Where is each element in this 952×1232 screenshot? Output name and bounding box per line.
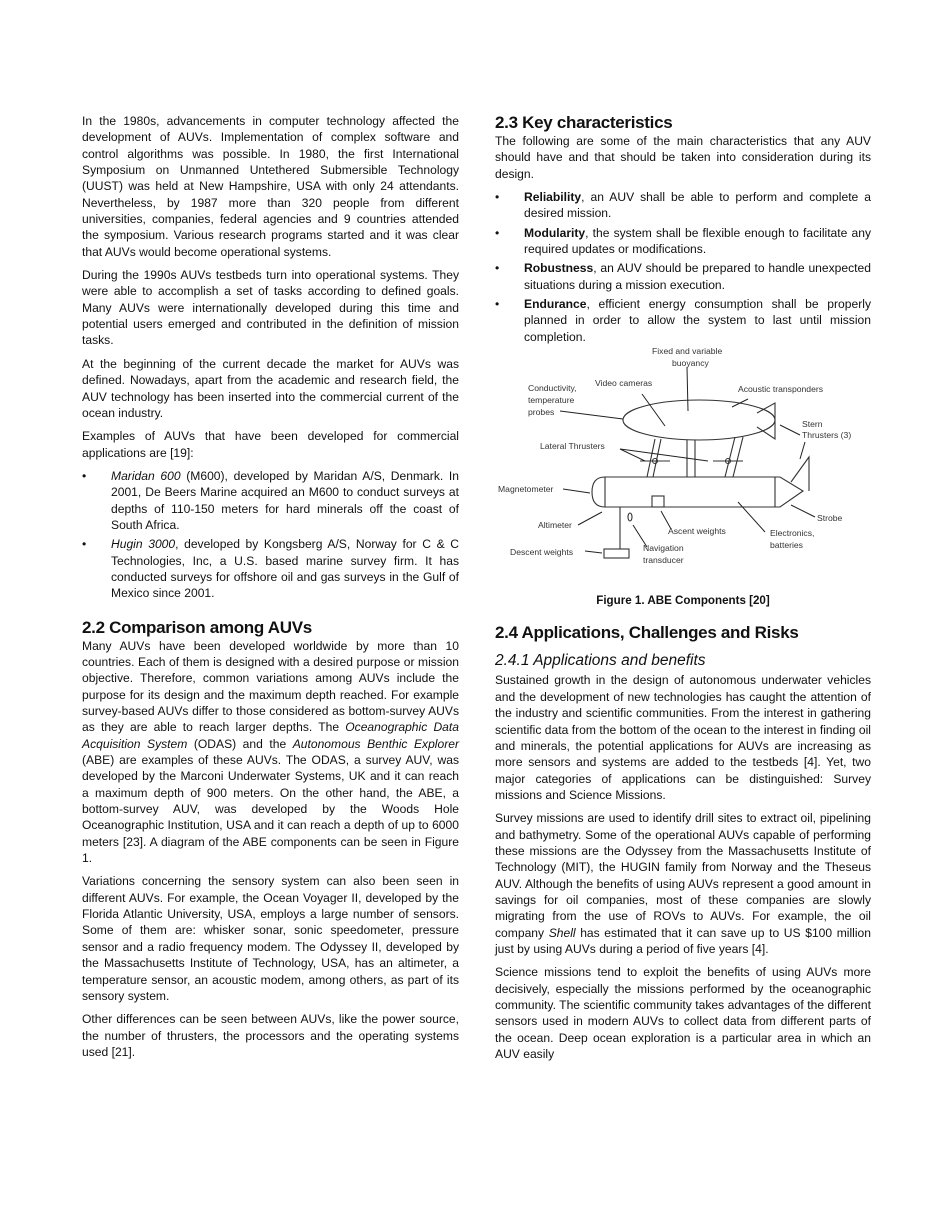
- list-item-text: (M600), developed by Maridan A/S, Denmark. In 2001, De Beers Marine acquired an M600 to conduct surveys at depths of 110-150 meters for hard minerals off the coast of South Africa.: [111, 468, 459, 532]
- list-item: [495, 189, 871, 222]
- lower-hull: [592, 477, 803, 507]
- list-item: [82, 536, 459, 601]
- label-buoyancy-2: buoyancy: [672, 358, 709, 369]
- text-italic: Shell: [548, 925, 576, 940]
- label-electronics-1: Electronics,: [770, 528, 815, 539]
- list-item-text: , the system shall be flexible enough to facilitate any required updates or modifications.: [524, 225, 871, 257]
- paragraph: Examples of AUVs that have been developed for commercial applications are [19]:: [82, 429, 459, 460]
- list-item-text: , developed by Kongsberg A/S, Norway for C & C Technologies, Inc, a U.S. based marine survey firm. It has conducted surveys for offshore oil and gas surveys in the Gulf of Mexico since 2001.: [111, 537, 459, 601]
- paragraph: During the 1990s AUVs testbeds turn into operational systems. They were able to accomplish a set of tasks according to defined goals. Many AUVs were internationally developed during this time and potential users emerged and contributed in the definition of mission tasks.: [82, 268, 459, 348]
- label-ascent-weights: Ascent weights: [668, 526, 726, 537]
- label-navigation-2: transducer: [643, 555, 684, 566]
- label-navigation-1: Navigation: [643, 543, 684, 554]
- label-strobe: Strobe: [817, 513, 843, 524]
- paragraph: [495, 810, 871, 957]
- auv-examples-list: [82, 468, 459, 602]
- label-magnetometer: Magnetometer: [498, 484, 554, 495]
- term: Reliability: [524, 190, 582, 205]
- paragraph: Sustained growth in the design of autonomous underwater vehicles and the development of new technologies has caught the attention of the industry and scientific communities. From the interest in gathering scientific data from the bottom of the ocean to the interest in finding oil and minerals, the potential applications for AUVs are increasing as more sensors and systems are added to the testbeds [4]. Yet, two major categories of applications can be distinguished: Survey missions and Science Missions.: [495, 673, 871, 802]
- paragraph: The following are some of the main characteristics that any AUV should have and that should be taken into consideration during its design.: [495, 134, 871, 181]
- descent-weight-box: [604, 549, 629, 558]
- list-item: [82, 468, 459, 533]
- left-column: [82, 113, 459, 1067]
- label-altimeter: Altimeter: [538, 520, 572, 531]
- figure-caption: Figure 1. ABE Components [20]: [596, 594, 770, 608]
- paragraph: Other differences can be seen between AUVs, like the power source, the number of thrusters, the processors and the operating systems used [21].: [82, 1012, 459, 1059]
- auv-name: Maridan 600: [111, 468, 181, 483]
- abe-diagram: [495, 339, 875, 579]
- paragraph: Science missions tend to exploit the benefits of using AUVs more decisively, especially the missions performed by the oceanographic community. The scientific community takes advantages of the different sensors used in modern AUVs to collect data from different parts of the ocean. Deep ocean exploration is a particular area in which an AUV easily: [495, 965, 871, 1062]
- auv-name: Hugin 3000: [111, 537, 176, 552]
- text-italic: Oceanographic Data Acquisition System: [82, 720, 459, 751]
- term: Modularity: [524, 225, 586, 240]
- text: Survey missions are used to identify drill sites to extract oil, pipelining and bathymetry. Some of the operational AUVs capable of performing these missions are the Odyssey from the Massachusetts Institute of Technology (MIT), the HUGIN family from Norway and the Theseus AUV. Although the benefits of using AUVs represent a good amount in savings for oil companies, most of these companies are slowly migrating from the use of ROVs to AUVs. For example, the oil company: [495, 811, 871, 940]
- list-item: [495, 225, 871, 258]
- label-conductivity-2: temperature: [528, 395, 575, 406]
- list-item-text: , an AUV shall be able to perform and complete a desired mission.: [524, 190, 871, 221]
- text-italic: Autonomous Benthic Explorer: [292, 736, 460, 751]
- label-stern-1: Stern: [802, 419, 823, 430]
- label-electronics-2: batteries: [770, 540, 803, 551]
- characteristics-list: [495, 189, 871, 345]
- paragraph: [82, 638, 459, 867]
- text: Many AUVs have been developed worldwide by more than 10 countries. Each of them is designed with a desired purpose or mission objective. Therefore, common variations among AUVs include the purpose for its design and the maximum depth reached. For example survey-based AUVs differ to those considered as bottom-survey AUVs as they are able to reach larger depths. The: [82, 638, 459, 735]
- label-buoyancy-1: Fixed and variable: [652, 346, 723, 357]
- label-acoustic-transponders: Acoustic transponders: [738, 384, 824, 395]
- list-item: [495, 296, 871, 345]
- section-heading-2-3: 2.3 Key characteristics: [495, 113, 673, 132]
- subsection-heading-2-4-1: 2.4.1 Applications and benefits: [495, 652, 706, 670]
- text: has estimated that it can save up to US $100 million just by using AUVs during a period of five years [4].: [495, 925, 871, 956]
- paragraph: In the 1980s, advancements in computer technology affected the development of AUVs. Implementation of complex software and control algorithms was possible. In 1980, the first International Symposium on Unmanned Untethered Submersible Technology (UUST) was held at New Hampshire, USA with only 24 attendants. Nevertheless, by 1987 more than 320 people from different universities, companies, federal agencies and 9 countries attended the symposium. Various research programs started and it was clear that AUVs would become operational systems.: [82, 114, 459, 259]
- right-column: [495, 113, 871, 1069]
- abe-components-figure: [495, 339, 875, 579]
- term: Robustness: [524, 261, 594, 276]
- label-conductivity-3: probes: [528, 407, 555, 418]
- label-lateral-thrusters: Lateral Thrusters: [540, 441, 605, 452]
- section-heading-2-4: 2.4 Applications, Challenges and Risks: [495, 623, 799, 643]
- paragraph: At the beginning of the current decade the market for AUVs was defined. Nowadays, apart from the academic and research field, the AUV technology has been inserted into the commercial current of the ocean industry.: [82, 356, 459, 420]
- label-stern-2: Thrusters (3): [802, 430, 852, 441]
- upper-hull: [623, 400, 775, 440]
- text: (ABE) are examples of these AUVs. The ODAS, a survey AUV, was developed by the Marconi Underwater Systems, UK and it can reach a maximum depth of 900 meters. On the other hand, the ABE, a bottom-survey AUV, was developed by the Woods Hole Oceanographic Institution, USA and it can reach a depth of up to 6000 meters [23]. A diagram of the ABE components can be seen in Figure 1.: [82, 753, 459, 866]
- list-item: [495, 260, 871, 293]
- label-conductivity-1: Conductivity,: [528, 383, 577, 394]
- paragraph: Variations concerning the sensory system can also been seen in different AUVs. For example, the Ocean Voyager II, developed by the Florida Atlantic University, USA, employs a large number of sensors. Some of them are: whisker sonar, sonic speedometer, pressure sensor and a radio frequency modem. The Odyssey II, developed by the Massachusetts Institute of Technology, USA, has an altimeter, a temperature sensor, an acoustic modem, among others, as part of its sensory system.: [82, 874, 459, 1003]
- label-descent-weights: Descent weights: [510, 547, 574, 558]
- label-video-cameras: Video cameras: [595, 378, 653, 389]
- list-item-text: , efficient energy consumption shall be properly planned in order to allow the system to last until mission completion.: [524, 297, 871, 344]
- term: Endurance: [524, 297, 587, 312]
- section-heading-2-2: 2.2 Comparison among AUVs: [82, 617, 312, 637]
- ascent-weight-box: [652, 496, 664, 507]
- list-item-text: , an AUV should be prepared to handle unexpected situations during a mission execution.: [524, 261, 871, 292]
- text: (ODAS) and the: [187, 736, 293, 751]
